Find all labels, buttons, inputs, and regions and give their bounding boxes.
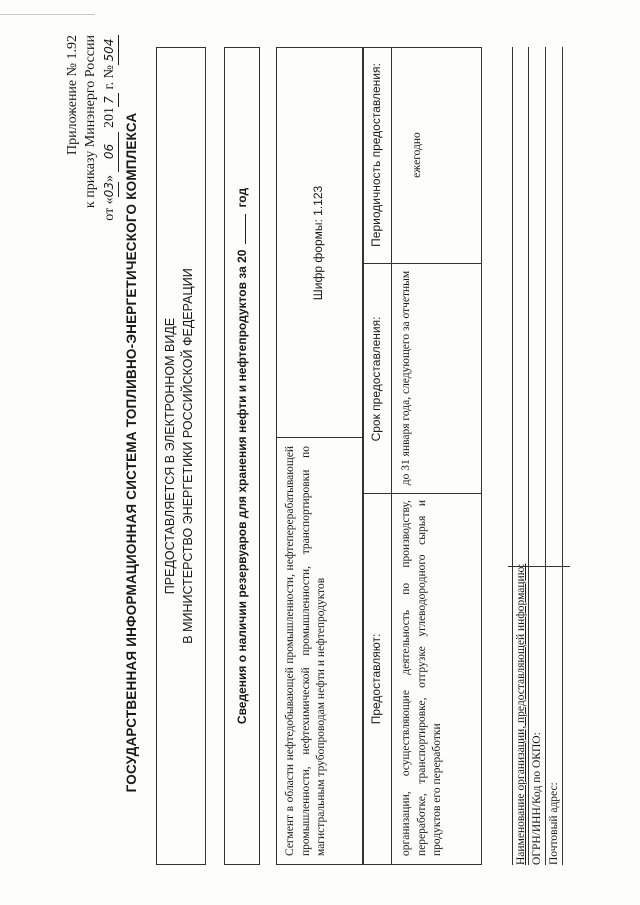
appendix-header (64, 35, 119, 335)
handwritten-year-digit: 7 (100, 93, 119, 107)
submission-box (156, 47, 206, 865)
cell-submitters: организации, осуществляющие деятельность по производству, переработке, транспортировке, отгрузке углеводородного сырья и продуктов его переработки (400, 500, 443, 856)
org-address-row (546, 47, 563, 865)
year-blank (245, 214, 246, 244)
org-name-label: Наименование организации, предоставляющей информацию: (515, 563, 527, 865)
org-ids-label: ОГРН/ИНН/Код по ОКПО: (531, 732, 543, 865)
organization-block (512, 47, 563, 865)
org-address-label: Почтовый адрес: (548, 782, 560, 865)
handwritten-day: 03 (100, 182, 119, 197)
cell-deadline: до 31 января года, следующего за отчетным (400, 270, 412, 486)
segment-box (276, 47, 364, 865)
header-deadline: Срок предоставления: (369, 316, 383, 442)
header-periodicity: Периодичность предоставления: (369, 63, 383, 247)
handwritten-month: 06 (100, 132, 119, 172)
submission-table (362, 47, 482, 865)
cell-periodicity: ежегодно (411, 132, 423, 178)
header-submitters: Предоставляют: (369, 633, 383, 725)
handwritten-order-number: 504 (100, 35, 119, 65)
org-ids-row (529, 47, 546, 865)
appendix-number: Приложение № 1.92 (65, 35, 80, 155)
report-title-box (224, 47, 260, 865)
form-code: Шифр формы: 1.123 (311, 185, 325, 301)
submission-line-1: ПРЕДОСТАВЛЯЕТСЯ В ЭЛЕКТРОННОМ ВИДЕ (163, 317, 177, 595)
appendix-order-ref: к приказу Минэнерго России (83, 35, 98, 209)
report-title: Сведения о наличии резервуаров для хранения нефти и нефтепродуктов за 20год (235, 187, 249, 725)
org-name-row (512, 47, 529, 865)
main-title: ГОСУДАРСТВЕННАЯ ИНФОРМАЦИОННАЯ СИСТЕМА ТОПЛИВНО-ЭНЕРГЕТИЧЕСКОГО КОМПЛЕКСА (124, 112, 139, 793)
table-header-divider (391, 48, 392, 864)
submission-line-2: В МИНИСТЕРСТВО ЭНЕРГЕТИКИ РОССИЙСКОЙ ФЕДЕРАЦИИ (181, 268, 195, 644)
segment-text: Сегмент в области нефтедобывающей промышленности, нефтеперерабатывающей промышленности, нефтехимической промышленности, транспортировки по магистральным трубопроводам нефти и нефтепродуктов (284, 446, 327, 856)
appendix-date-line: от «03» 06 2017 г. №504 (100, 35, 119, 335)
